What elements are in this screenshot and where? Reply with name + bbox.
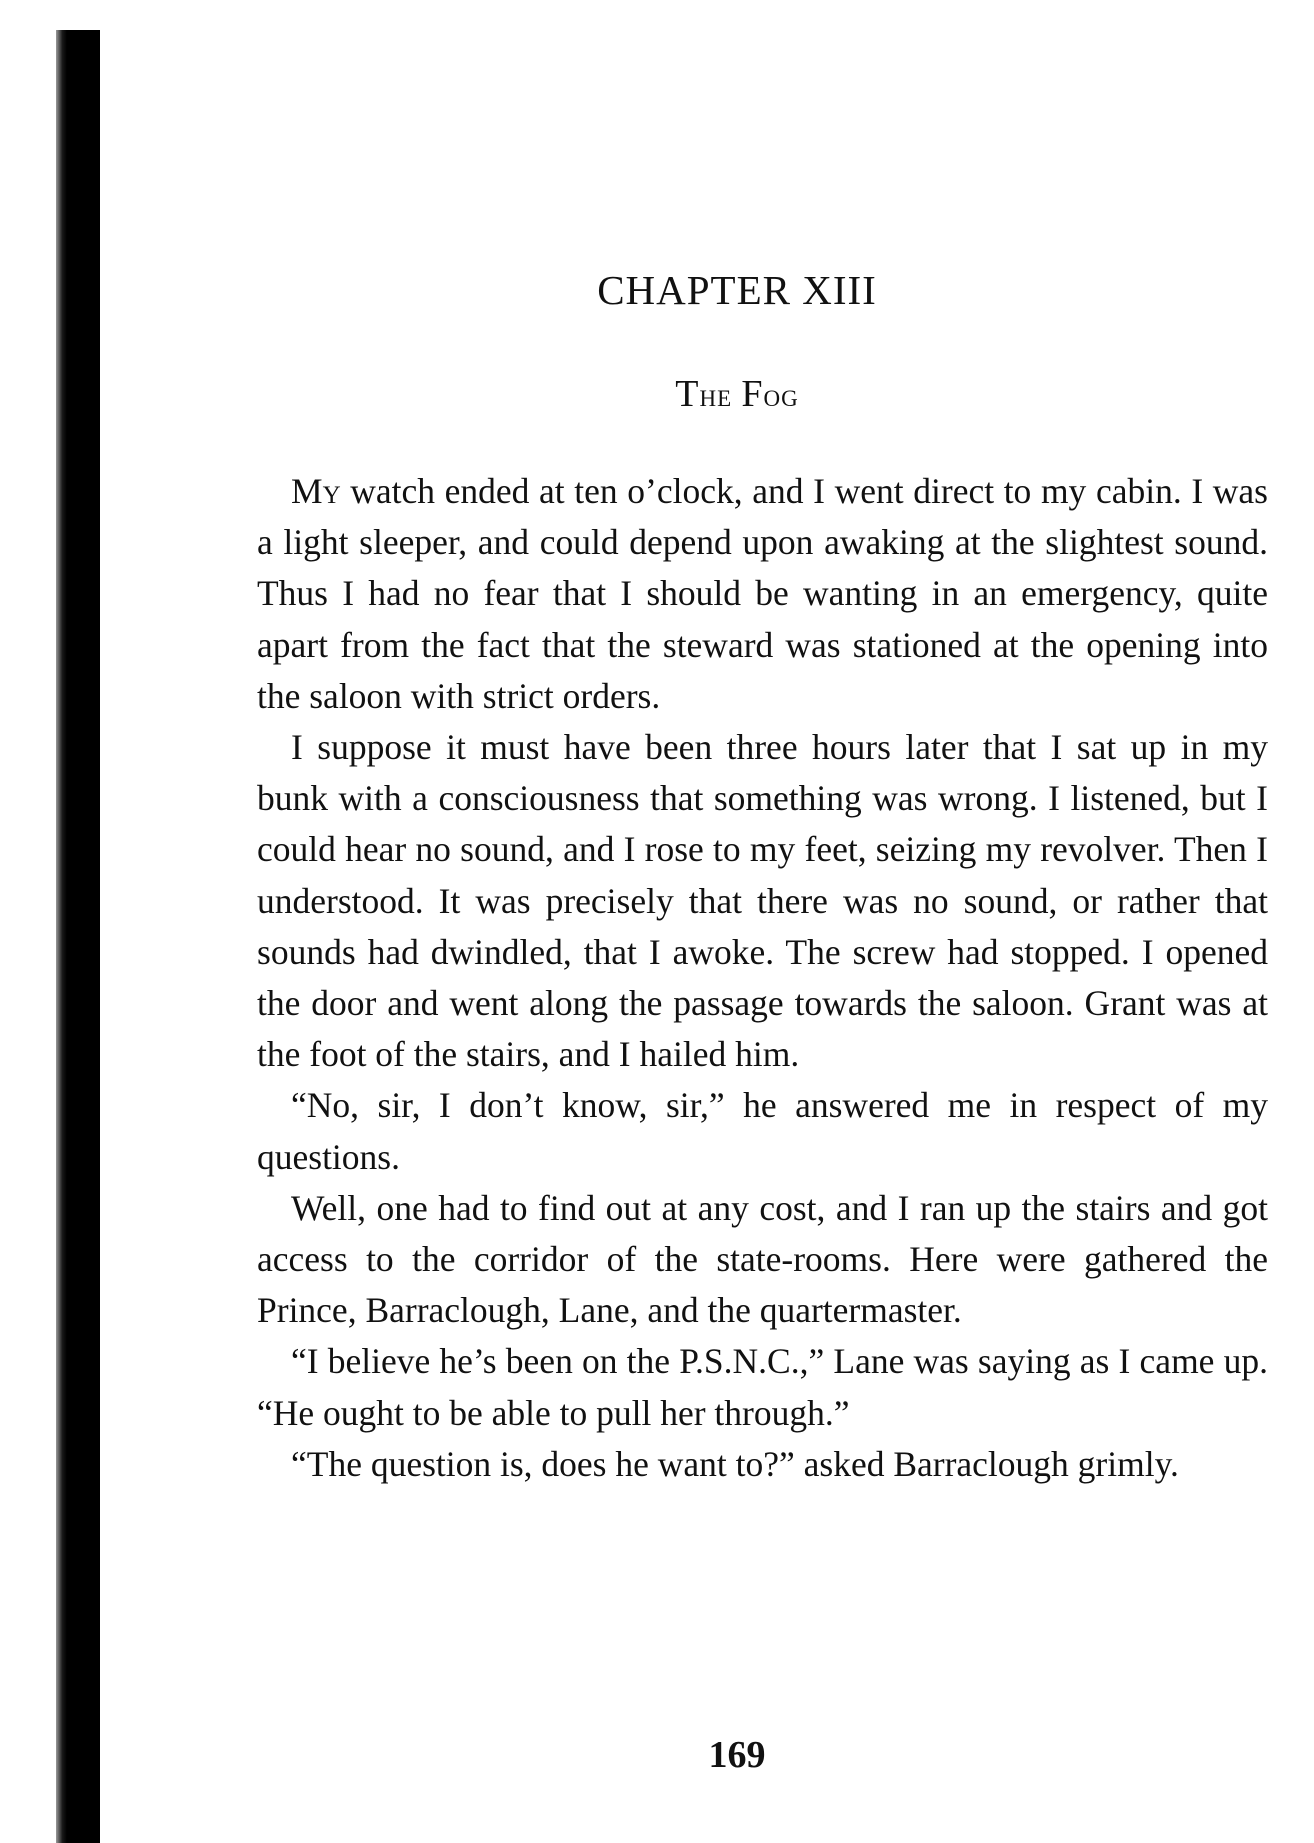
paragraph-1-text: watch ended at ten o’clock, and I went direct to my cabin. I was a light sleeper, and could depend upon awaking at the slightest sound. Thus I had no fear that I should be wanting in an emergency, quite apart from the fact that the steward was stationed at the opening into the saloon with strict orders. <box>257 471 1268 716</box>
paragraph-2: I suppose it must have been three hours later that I sat up in my bunk with a consciousness that something was wrong. I listened, but I could hear no sound, and I rose to my feet, seizing my revolver. Then I understood. It was precisely that there was no sound, or rather that sounds had dwindled, that I awoke. The screw had stopped. I opened the door and went along the passage towards the saloon. Grant was at the foot of the stairs, and I hailed him. <box>257 727 1268 1075</box>
chapter-title-rest-1: he <box>699 378 733 414</box>
paragraph-3: “No, sir, I don’t know, sir,” he answered me in respect of my questions. <box>257 1085 1268 1177</box>
paragraph-1 <box>257 466 1268 722</box>
body-text <box>257 466 1268 1490</box>
paragraph-5: “I believe he’s been on the P.S.N.C.,” Lane was saying as I came up. “He ought to be able to pull her through.” <box>257 1341 1268 1433</box>
page-number: 169 <box>708 1734 766 1776</box>
chapter-heading: CHAPTER XIII <box>597 267 877 313</box>
paragraph-lead-word: My <box>291 471 341 511</box>
paragraph-6: “The question is, does he want to?” asked Barraclough grimly. <box>291 1443 1179 1484</box>
paragraph-4: Well, one had to find out at any cost, and I ran up the stairs and got access to the corridor of the state-rooms. Here were gathered the Prince, Barraclough, Lane, and the quartermaster. <box>257 1187 1268 1331</box>
chapter-title-initial-1: T <box>675 373 700 415</box>
chapter-title <box>0 372 1314 416</box>
chapter-title-initial-2: F <box>741 373 764 415</box>
chapter-title-rest-2: og <box>763 378 799 414</box>
